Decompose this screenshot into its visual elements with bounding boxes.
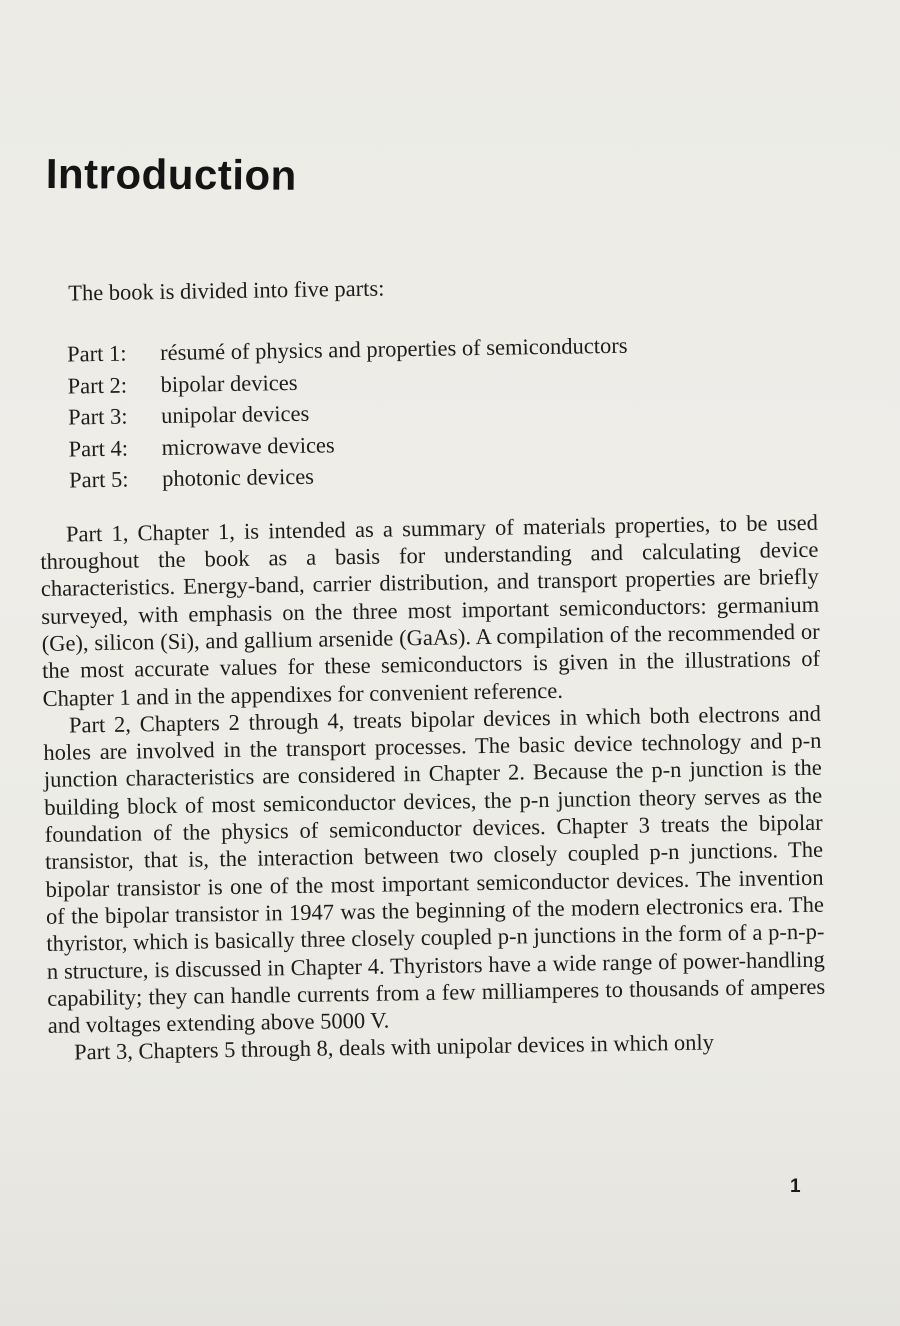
part-description: bipolar devices — [160, 369, 298, 397]
chapter-title: Introduction — [45, 150, 297, 199]
part-label: Part 1: — [66, 340, 127, 367]
part-label: Part 5: — [68, 466, 129, 493]
part-label: Part 2: — [67, 372, 128, 399]
page-number: 1 — [790, 1176, 801, 1197]
paragraph-part2: Part 2, Chapters 2 through 4, treats bipolar devices in which both electrons and holes are involved in the transport processes. The basic device technology and p-n junction characteristics are considered in Chapter 2. Because the p-n junction is the building block of most semiconductor devices, the p-n junction theory serves as the foundation of the physics of semiconductor devices. Chapter 3 treats the bipolar transistor, that is, the interaction between two closely coupled p-n junctions. The bipolar transistor is one of the most important semiconductor devices. The invention of the bipolar transistor in 1947 was the beginning of the modern electronics era. The thyristor, which is basically three closely coupled p-n junctions in the form of a p-n-p-n structure, is discussed in Chapter 4. Thyristors have a wide range of power-handling capability; they can handle currents from a few milliamperes to thousands of amperes and voltages extending above 5000 V. — [43, 700, 826, 1039]
part-description: photonic devices — [161, 463, 315, 492]
part-description: unipolar devices — [160, 401, 310, 429]
part-description: microwave devices — [161, 432, 335, 460]
page-body — [36, 268, 826, 1067]
part-label: Part 3: — [67, 403, 128, 430]
intro-line: The book is divided into five parts: — [68, 275, 385, 306]
paragraph-part3: Part 3, Chapters 5 through 8, deals with unipolar devices in which only — [73, 1029, 715, 1065]
parts-list — [67, 327, 817, 496]
part-description: résumé of physics and properties of semiconductors — [159, 333, 628, 366]
part-label: Part 4: — [68, 435, 129, 462]
paragraph-part1: Part 1, Chapter 1, is intended as a summary of materials properties, to be used throughout the book as a basis for understanding and calculating device characteristics. Energy-band, carrier distribution, and transport properties are briefly surveyed, with emphasis on the three most important semiconductors: germanium (Ge), silicon (Si), and gallium arsenide (GaAs). A compilation of the recommended or the most accurate values for these semiconductors is given in the illustrations of Chapter 1 and in the appendixes for convenient reference. — [40, 509, 821, 711]
